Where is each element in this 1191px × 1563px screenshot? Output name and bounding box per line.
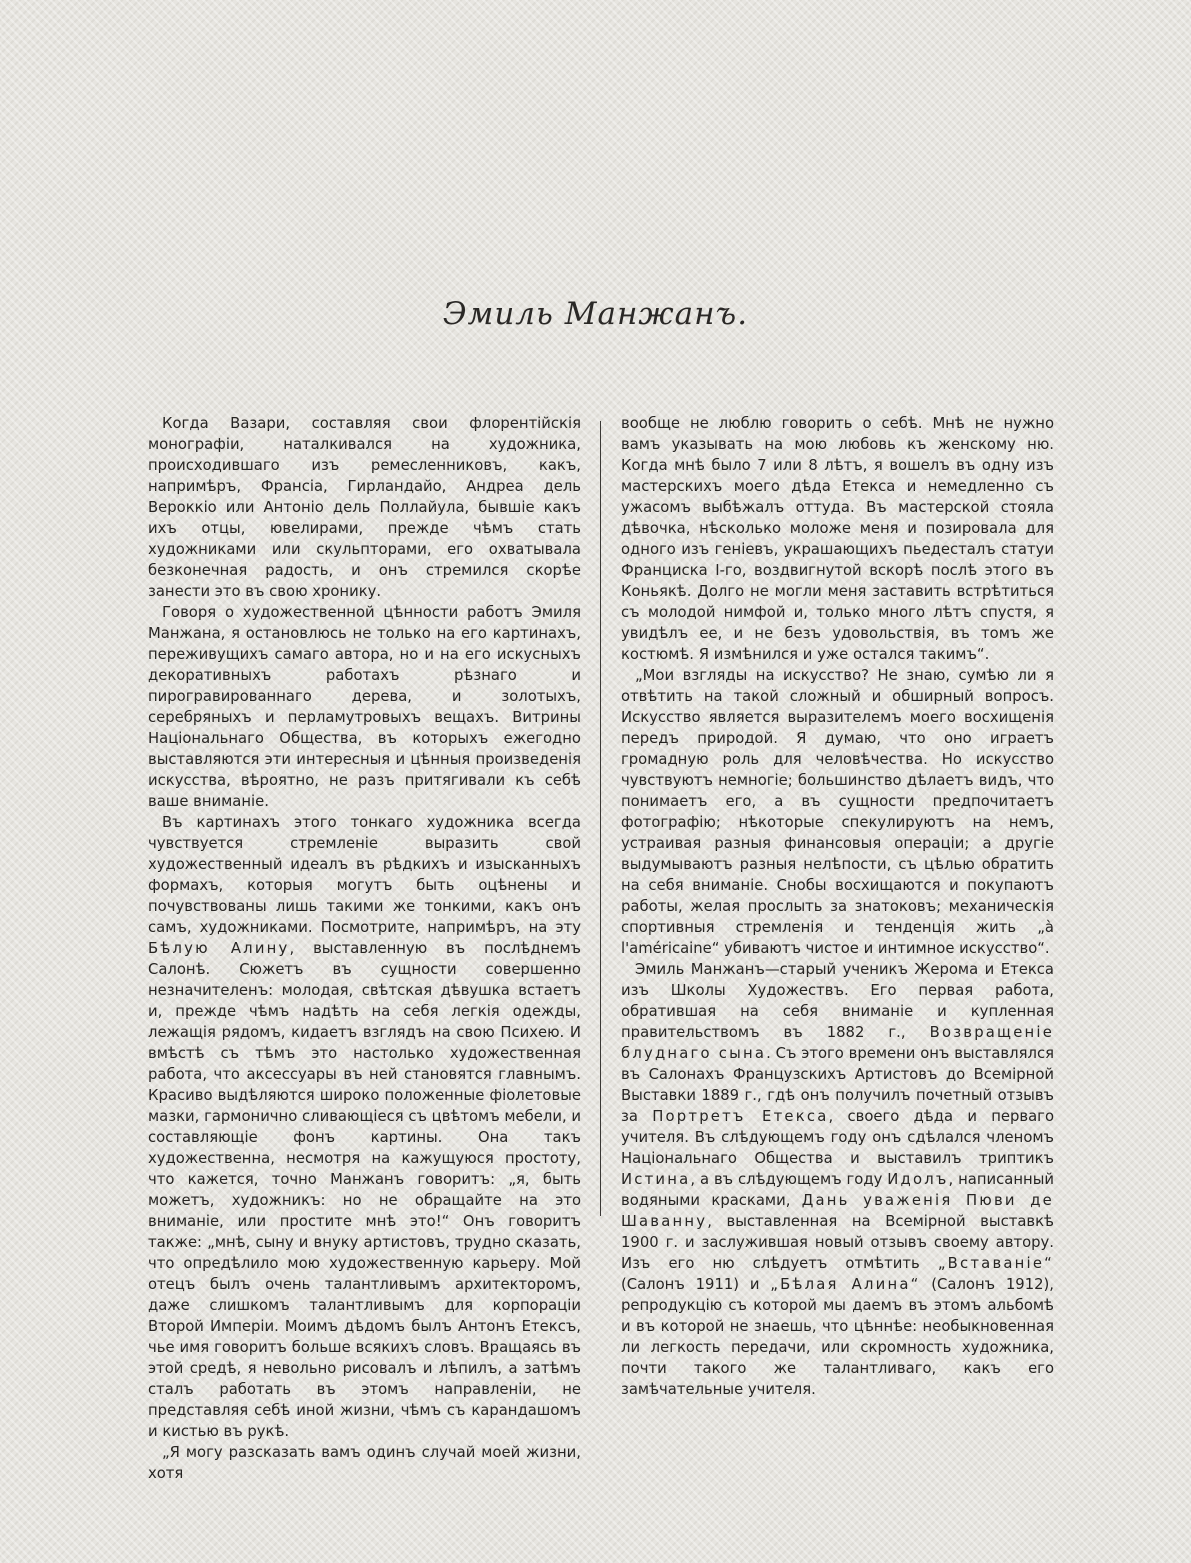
left-column xyxy=(148,413,581,1484)
paragraph: вообще не люблю говорить о себѣ. Мнѣ не нужно вамъ указывать на мою любовь къ женскому ню. Когда мнѣ было 7 или 8 лѣтъ, я вошелъ въ одну изъ мастерскихъ моего дѣда Етекса и немедленно съ ужасомъ выбѣжалъ оттуда. Въ мастерской стояла дѣвочка, нѣсколько моложе меня и позировала для одного изъ геніевъ, украшающихъ пьедесталъ статуи Франциска I-го, воздвигнутой вскорѣ послѣ этого въ Коньякѣ. Долго не могли меня заставить встрѣтиться съ молодой нимфой и, только много лѣтъ спустя, я увидѣлъ ее, и не безъ удовольствія, въ томъ же костюмѣ. Я измѣнился и уже остался такимъ“. xyxy=(621,415,1054,663)
text-run: (Салонъ 1911) и xyxy=(621,1276,771,1293)
artwork-title: Идолъ xyxy=(887,1171,949,1188)
artwork-title: „Бѣлая Алина“ xyxy=(770,1276,921,1293)
paragraph: „Мои взгляды на искусство? Не знаю, сумѣю ли я отвѣтить на такой сложный и обширный вопросъ. Искусство является выразителемъ моего восхищенія передъ природой. Я думаю, что оно играетъ громадную роль для человѣчества. Но искусство чувствуютъ немногіе; большинство дѣлаетъ видъ, что понимаетъ его, а въ сущности предпочитаетъ фотографію; нѣкоторые спекулируютъ на немъ, устраивая разныя финансовыя операціи; а другіе выдумываютъ разныя нелѣпости, съ цѣлью обратить на себя вниманіе. Снобы восхищаются и покупаютъ работы, желая прослыть за знатоковъ; механическія спортивныя стремленія и тенденція жить „à l'américaine“ убиваютъ чистое и интимное искусство“. xyxy=(621,667,1054,957)
artwork-title: „Вставаніе“ xyxy=(937,1255,1054,1272)
text-run: , написанный водяными красками, xyxy=(621,1171,1054,1209)
artwork-title: Бѣлую Алину xyxy=(148,940,290,957)
text-run: , а въ слѣдующемъ году xyxy=(690,1171,888,1188)
text-run: . Съ этого времени онъ выставлялся въ Салонахъ Французскихъ Артистовъ до Всемірной Выставки 1889 г., гдѣ онъ получилъ почетный отзывъ за xyxy=(621,1045,1054,1125)
artwork-title: Дань уваженія Пюви де Шаванну xyxy=(621,1192,1054,1230)
right-column xyxy=(621,413,1054,1400)
text-run: , выставленную въ послѣднемъ Салонѣ. Сюжетъ въ сущности совершенно незначителенъ: молодая, свѣтская дѣвушка встаетъ и, прежде чѣмъ надѣть на себя легкія одежды, лежащія рядомъ, кидаетъ взглядъ на свою Психею. И вмѣстѣ съ тѣмъ это настолько художественная работа, что аксессуары въ ней становятся главнымъ. Красиво выдѣляются широко положенные фіолетовые мазки, гармонично сливающіеся съ цвѣтомъ мебели, и составляющіе фонъ картины. Она такъ художественна, несмотря на кажущуюся простоту, что кажется, точно Манжанъ говоритъ: „я, быть можетъ, художникъ: но не обращайте на это вниманіе, или простите мнѣ это!“ Онъ говоритъ также: „мнѣ, сыну и внуку артистовъ, трудно сказать, что опредѣлило мою художественную карьеру. Мой отецъ былъ очень талантливымъ архитекторомъ, даже слишкомъ талантливымъ для корпораціи Второй Имперіи. Моимъ дѣдомъ былъ Антонъ Етексъ, чье имя говоритъ больше всякихъ словъ. Вращаясь въ этой средѣ, я невольно рисовалъ и лѣпилъ, а затѣмъ сталъ работать въ этомъ направленіи, не представляя себѣ иной жизни, чѣмъ съ карандашомъ и кистью въ рукѣ. xyxy=(148,940,581,1440)
text-run: Эмиль Манжанъ—старый ученикъ Жерома и Етекса изъ Школы Художествъ. Его первая работа, обратившая на себя вниманіе и купленная правительствомъ въ 1882 г., xyxy=(621,961,1054,1041)
text-run: , своего дѣда и перваго учителя. Въ слѣдующемъ году онъ сдѣлался членомъ Національнаго Общества и выставилъ триптикъ xyxy=(621,1108,1055,1167)
text-run: (Салонъ 1912), репродукцію съ которой мы даемъ въ этомъ альбомѣ и въ которой не знаешь, что цѣннѣе: необыкновенная ли легкость передачи, или скромность художника, почти такого же талантливаго, какъ его замѣчательные учителя. xyxy=(621,1276,1055,1398)
paragraph: Говоря о художественной цѣнности работъ Эмиля Манжана, я остановлюсь не только на его картинахъ, переживущихъ самаго автора, но и на его искусныхъ декоративныхъ работахъ рѣзнаго и пирогравированнаго дерева, и золотыхъ, серебряныхъ и перламутровыхъ вещахъ. Витрины Національнаго Общества, въ которыхъ ежегодно выставляются эти интересныя и цѣнныя произведенія искусства, вѣроятно, не разъ притягивали къ себѣ ваше вниманіе. xyxy=(148,604,581,810)
paragraph xyxy=(621,959,1054,1400)
paragraph xyxy=(148,812,581,1442)
paragraph: Когда Вазари, составляя свои флорентійскія монографіи, наталкивался на художника, происходившаго изъ ремесленниковъ, какъ, напримѣръ, Франсіа, Гирландайо, Андреа дель Вероккіо или Антоніо дель Поллайула, бывшіе какъ ихъ отцы, ювелирами, прежде чѣмъ стать художниками или скульпторами, его охватывала безконечная радость, и онъ стремился скорѣе занести это въ свою хронику. xyxy=(148,415,581,600)
artwork-title: Портретъ Етекса xyxy=(652,1108,829,1125)
artwork-title: Возвращеніе блуднаго сына xyxy=(621,1024,1054,1062)
artwork-title: Истина xyxy=(621,1171,691,1188)
text-run: Въ картинахъ этого тонкаго художника всегда чувствуется стремленіе выразить свой художественный идеалъ въ рѣдкихъ и изысканныхъ формахъ, которыя могутъ быть оцѣнены и почувствованы лишь такими же тонкими, какъ онъ самъ, художниками. Посмотрите, напримѣръ, на эту xyxy=(148,814,581,936)
paragraph: „Я могу разсказать вамъ одинъ случай моей жизни, хотя xyxy=(148,1444,581,1482)
text-run: , выставленная на Всемірной выставкѣ 1900 г. и заслужившая новый отзывъ своему автору. Изъ его ню слѣдуетъ отмѣтить xyxy=(621,1213,1054,1272)
page-title: Эмиль Манжанъ. xyxy=(442,296,749,332)
column-divider xyxy=(600,421,601,1216)
